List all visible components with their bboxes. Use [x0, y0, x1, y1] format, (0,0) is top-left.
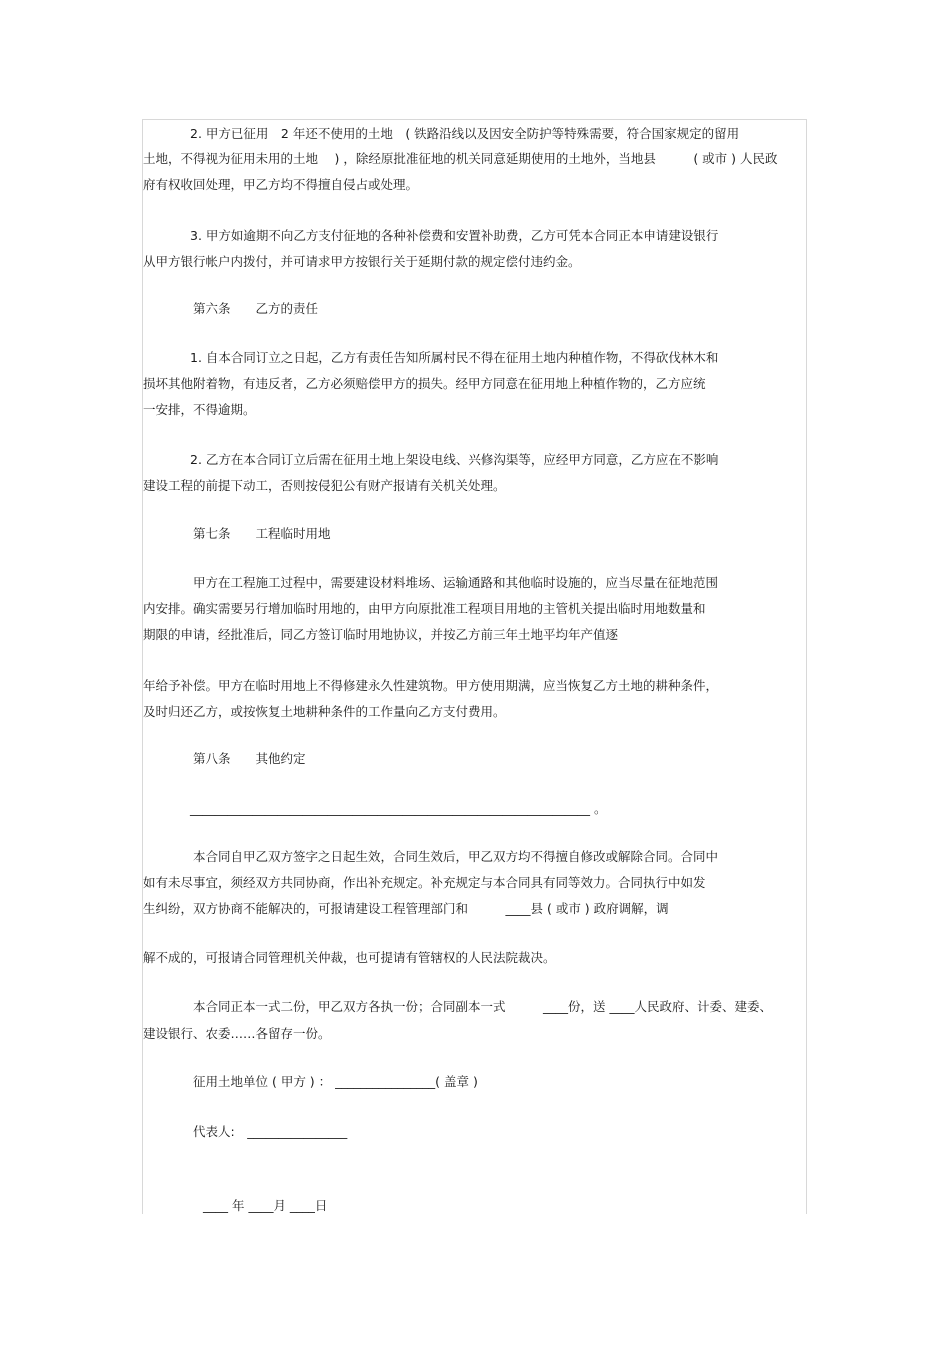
article-8-heading: 第八条 其他约定: [193, 751, 306, 766]
clause-7-line-5: 及时归还乙方，或按恢复土地耕种条件的工作量向乙方支付费用。: [143, 704, 506, 719]
clause-6-item-1-line-1: 1. 自本合同订立之日起，乙方有责任告知所属村民不得在征用土地内种植作物，不得砍伐林木和: [190, 350, 719, 365]
effectiveness-line-2: 如有未尽事宜，须经双方共同协商，作出补充规定。补充规定与本合同具有同等效力。合同执行中如发: [143, 875, 706, 890]
effectiveness-line-3: 生纠纷，双方协商不能解决的，可报请建设工程管理部门和 ____县 ( 或市 ) 政府调解，调: [143, 901, 669, 916]
article-7-heading: 第七条 工程临时用地: [193, 526, 331, 541]
clause-7-line-1: 甲方在工程施工过程中，需要建设材料堆场、运输通路和其他临时设施的，应当尽量在征地范围: [193, 575, 719, 590]
party-a-signature-line: 征用土地单位 ( 甲方 ) ： ________________( 盖章 ): [193, 1074, 478, 1089]
clause-6-item-2-line-2: 建设工程的前提下动工，否则按侵犯公有财产报请有关机关处理。: [143, 478, 506, 493]
clause-5-item-2-line-3: 府有权收回处理，甲乙方均不得擅自侵占或处理。: [143, 177, 419, 192]
copies-line-2: 建设银行、农委……各留存一份。: [143, 1026, 331, 1041]
representative-line: 代表人: ________________: [193, 1124, 348, 1139]
clause-7-line-2: 内安排。确实需要另行增加临时用地的，由甲方向原批准工程项目用地的主管机关提出临时用地数量和: [143, 601, 706, 616]
clause-6-item-1-line-2: 损坏其他附着物，有违反者，乙方必须赔偿甲方的损失。经甲方同意在征用地上种植作物的，乙方应统: [143, 376, 706, 391]
date-line: ____ 年 ____月 ____日: [203, 1198, 328, 1213]
copies-line-1: 本合同正本一式二份，甲乙双方各执一份；合同副本一式 ____份，送 ____人民政府、计委、建委、: [193, 999, 772, 1014]
effectiveness-line-1: 本合同自甲乙双方签字之日起生效，合同生效后，甲乙双方均不得擅自修改或解除合同。合同中: [193, 849, 719, 864]
clause-5-item-3-line-1: 3. 甲方如逾期不向乙方支付征地的各种补偿费和安置补助费，乙方可凭本合同正本申请建设银行: [190, 228, 719, 243]
clause-5-item-2-line-1: 2. 甲方已征用 2 年还不使用的土地 ( 铁路沿线以及因安全防护等特殊需要，符合国家规定的留用: [190, 126, 740, 141]
clause-7-line-3: 期限的申请，经批准后，同乙方签订临时用地协议，并按乙方前三年土地平均年产值逐: [143, 627, 619, 642]
clause-6-item-1-line-3: 一安排，不得逾期。: [143, 402, 256, 417]
clause-6-item-2-line-1: 2. 乙方在本合同订立后需在征用土地上架设电线、兴修沟渠等，应经甲方同意，乙方应在不影响: [190, 452, 719, 467]
clause-7-line-4: 年给予补偿。甲方在临时用地上不得修建永久性建筑物。甲方使用期满，应当恢复乙方土地的耕种条件，: [143, 678, 719, 693]
article-8-blank-line: ________________________________________________________________ 。: [190, 801, 607, 816]
clause-5-item-3-line-2: 从甲方银行帐户内拨付，并可请求甲方按银行关于延期付款的规定偿付违约金。: [143, 254, 581, 269]
effectiveness-line-4: 解不成的，可报请合同管理机关仲裁，也可提请有管辖权的人民法院裁决。: [143, 950, 556, 965]
article-6-heading: 第六条 乙方的责任: [193, 301, 319, 316]
clause-5-item-2-line-2: 土地，不得视为征用未用的土地 ) ，除经原批准征地的机关同意延期使用的土地外，当地县 ( 或市 ) 人民政: [143, 151, 778, 166]
page-frame: [142, 119, 807, 1214]
